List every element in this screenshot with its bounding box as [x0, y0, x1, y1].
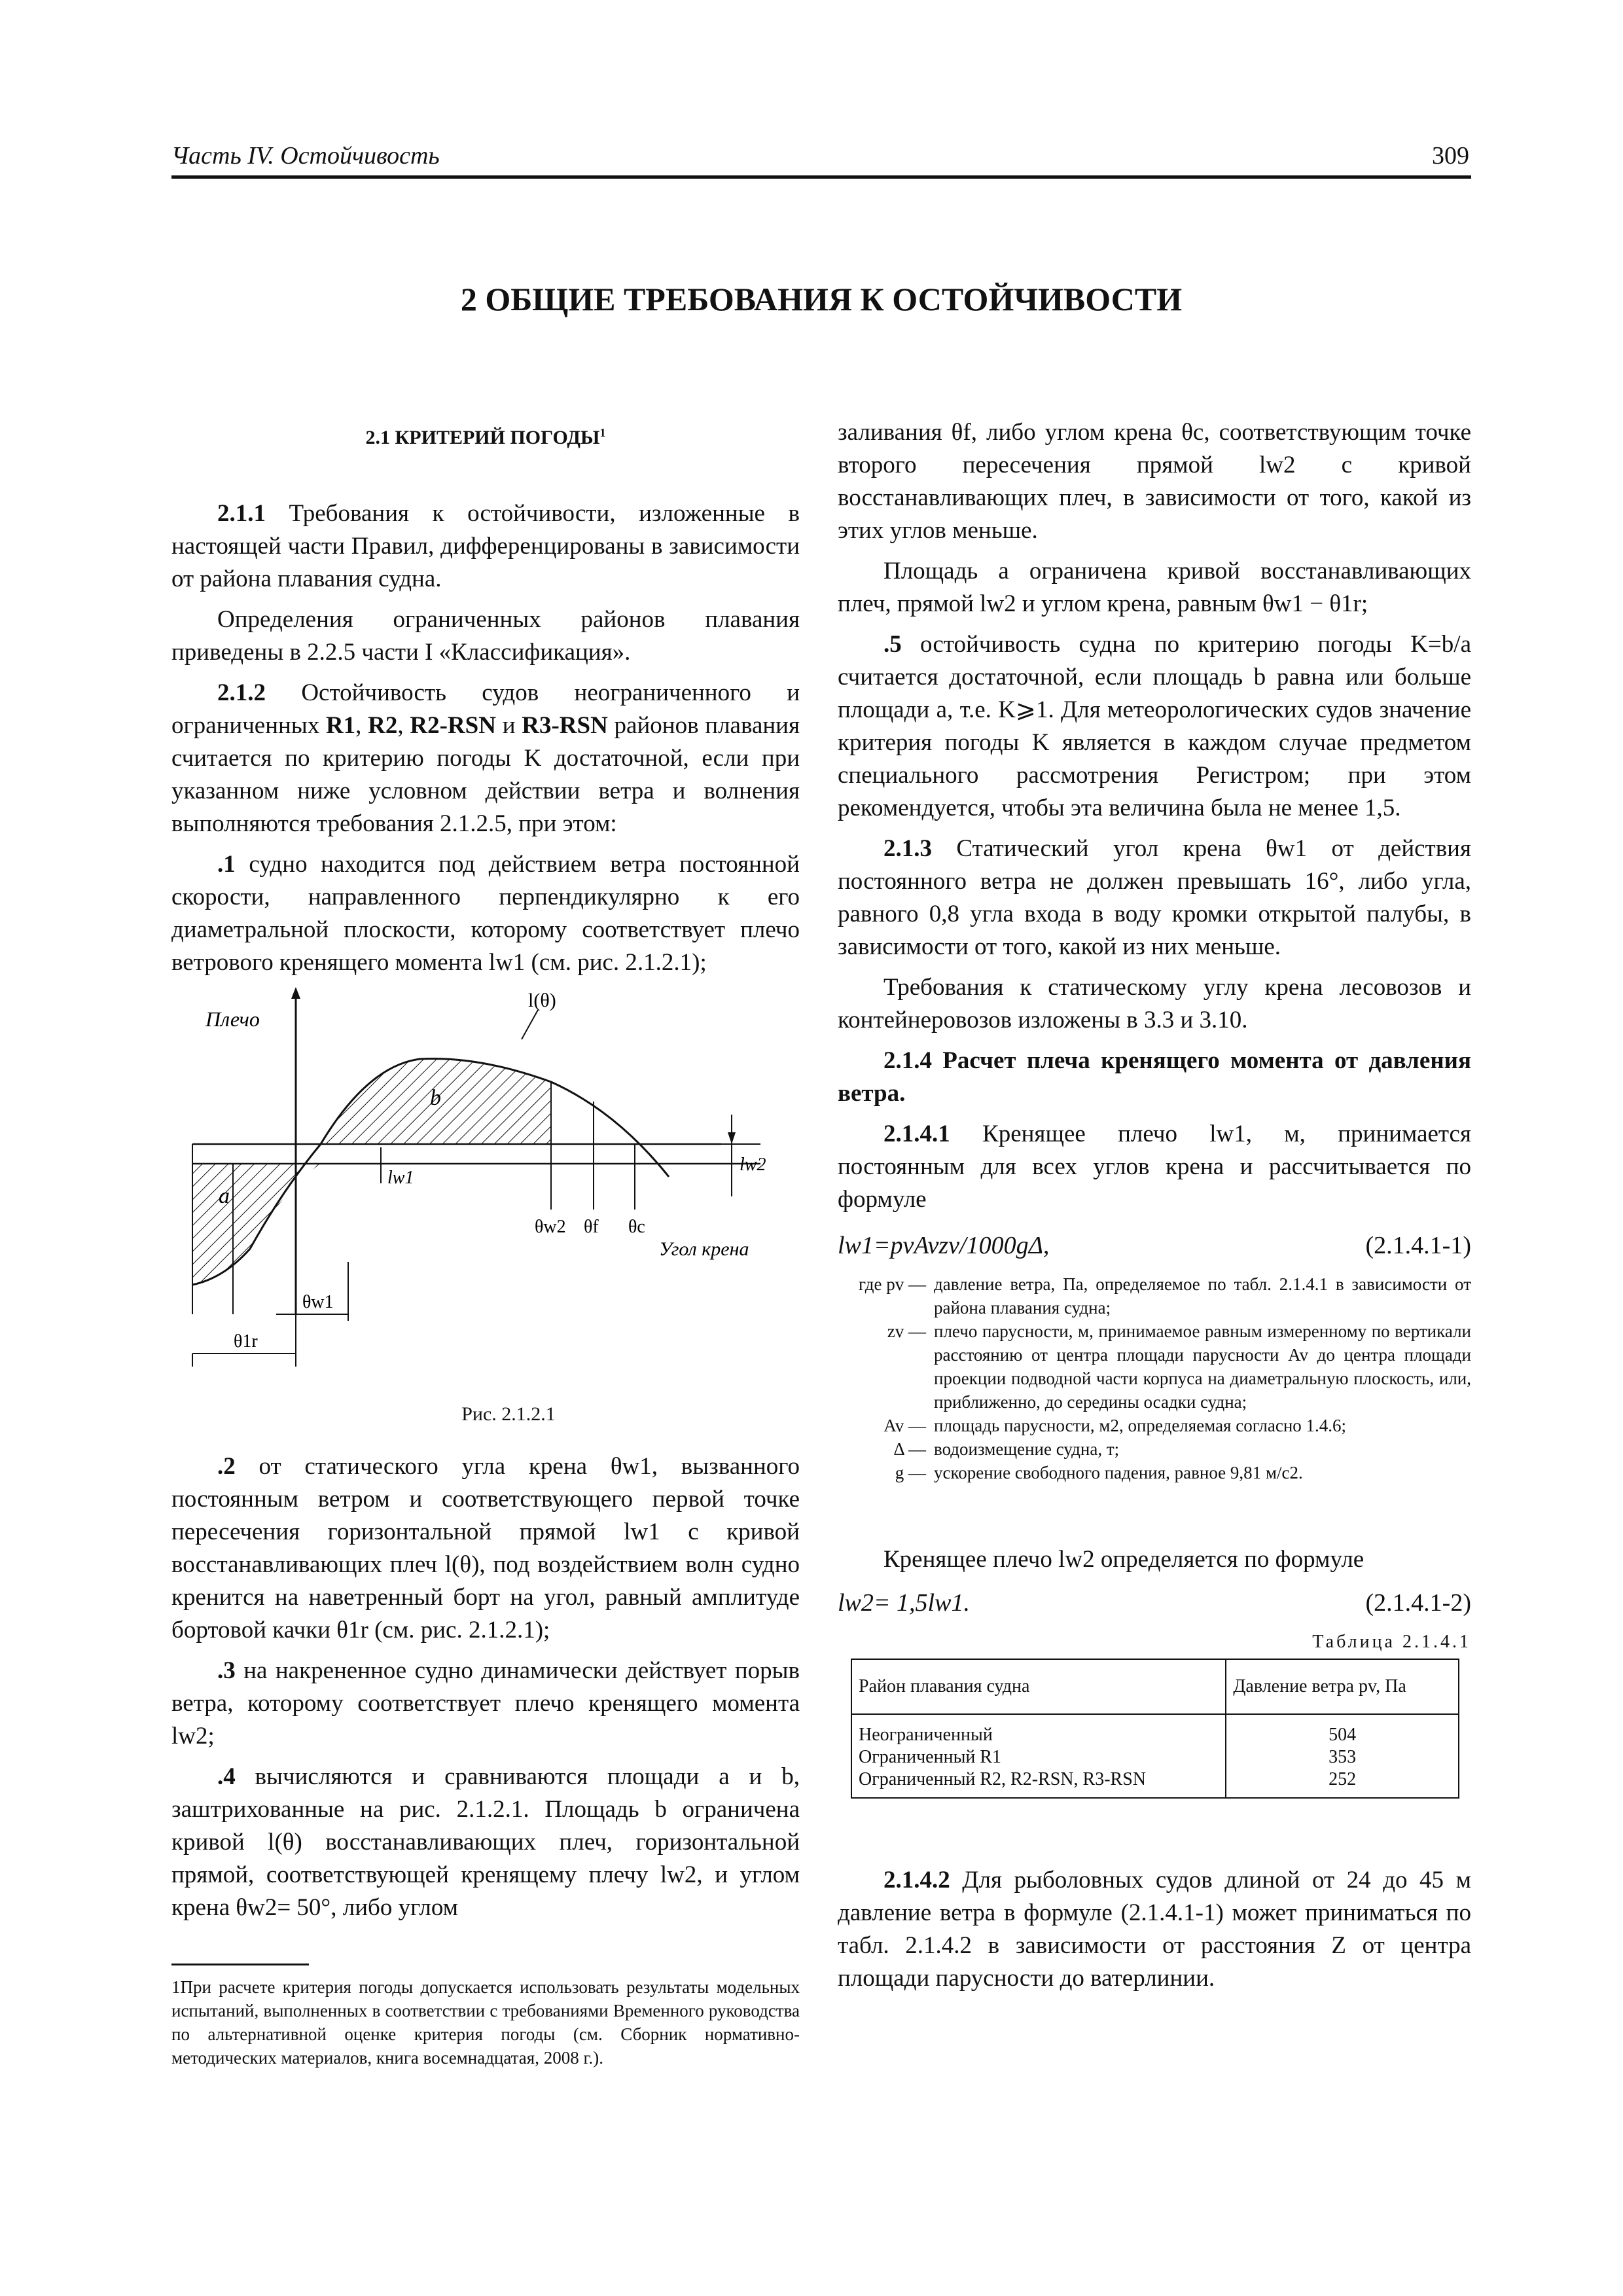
formula-2 — [838, 1587, 1471, 1619]
formula-2-number: (2.1.4.1-2) — [1365, 1589, 1471, 1617]
clause-text: Статический угол крена θw1 от действия постоянного ветра не должен превышать 16°, либо угла, равного 0,8 угла входа в воду кромки открытой палубы, в зависимости от того, какой из них меньше. — [838, 835, 1471, 960]
heading-text: 2.1.4 Расчет плеча кренящего момента от давления ветра. — [838, 1047, 1471, 1107]
page-number: 309 — [1432, 142, 1469, 170]
sep: , — [355, 712, 368, 739]
stability-diagram — [171, 987, 800, 1393]
theta-1r-label: θ1r — [234, 1331, 258, 1352]
item-1 — [171, 848, 800, 979]
definition-row — [838, 1319, 1471, 1414]
region-r2: R2 — [368, 712, 398, 739]
wind-pressure-table — [851, 1659, 1459, 1799]
footnote-mark: 1 — [599, 426, 606, 439]
clause-number: 2.1.3 — [883, 835, 932, 862]
clause-text: Кренящее плечо lw1, м, принимается постоянным для всех углов крена и рассчитывается по формуле — [838, 1121, 1471, 1213]
item-2 — [171, 1450, 800, 1647]
theta-w2-label: θw2 — [535, 1217, 566, 1237]
table-cell-areas — [851, 1714, 1226, 1798]
item-number: .3 — [217, 1657, 236, 1684]
item-number: .5 — [883, 631, 902, 658]
left-column — [171, 416, 800, 1932]
footnote: 1При расчете критерия погоды допускается использовать результаты модельных испытаний, выполненных в соответствии с требованиями Временного руководства по альтернативной оценке критерия погоды (см. Сборник нормативно-методических материалов, книга восемнадцатая, 2008 г.). — [171, 1977, 800, 2068]
sep: , — [397, 712, 410, 739]
lw1-label: lw1 — [387, 1168, 414, 1188]
figure-caption: Рис. 2.1.2.1 — [461, 1403, 556, 1425]
clause-text: Для рыболовных судов длиной от 24 до 45 м давление ветра в формуле (2.1.4.1-1) может приниматься по табл. 2.1.4.2 в зависимости от расстояния Z от центра площади парусности до ватерлинии. — [838, 1867, 1471, 1992]
definition-row — [838, 1437, 1471, 1461]
item-number: .4 — [217, 1763, 236, 1790]
heading-2-1-4 — [838, 1045, 1471, 1110]
paragraph-2-1-3 — [838, 833, 1471, 963]
item-text: от статического угла крена θw1, вызванного постоянным ветром и соответствующего первой точке пересечения горизонтальной прямой lw1 с кривой восстанавливающих плеч l(θ), под воздействием волн судно кренится на наветренный борт на угол, равный амплитуде бортовой качки θ1r (см. рис. 2.1.2.1); — [171, 1453, 800, 1643]
clause-number: 2.1.4.2 — [883, 1867, 950, 1893]
symbol: zv — — [887, 1321, 926, 1341]
formula-1-number: (2.1.4.1-1) — [1365, 1232, 1471, 1259]
running-header: Часть IV. Остойчивость — [171, 142, 440, 170]
pressure-value: 353 — [1329, 1747, 1357, 1767]
theta-w1-label: θw1 — [302, 1292, 334, 1312]
table-header-row — [851, 1659, 1459, 1714]
clause-text: Остойчивость судов неограниченного и ограниченных — [171, 679, 800, 739]
curve-pointer — [522, 1010, 538, 1039]
theta-c-label: θc — [628, 1217, 645, 1237]
description: площадь парусности, м2, определяемая согласно 1.4.6; — [934, 1416, 1347, 1435]
item-text: на накрененное судно динамически действует порыв ветра, которому соответствует плечо кренящего момента lw2; — [171, 1657, 800, 1749]
paragraph-2-1-4-2 — [838, 1864, 1471, 1995]
clause-text: Требования к остойчивости, изложенные в настоящей части Правил, дифференцированы в зависимости от района плавания судна. — [171, 500, 800, 592]
paragraph-definitions: Определения ограниченных районов плавания приведены в 2.2.5 части I «Классификация». — [171, 606, 800, 666]
area-a-hatch — [192, 1164, 321, 1285]
paragraph-lw2: Кренящее плечо lw2 определяется по формуле — [883, 1546, 1364, 1573]
y-axis-label: Плечо — [205, 1007, 260, 1031]
definition-row — [838, 1414, 1471, 1437]
table-header-area: Район плавания судна — [851, 1659, 1226, 1714]
item-5 — [838, 628, 1471, 825]
item-number: .2 — [217, 1453, 236, 1480]
formula-2-expression: lw2= 1,5lw1. — [838, 1589, 970, 1617]
symbol-definitions — [838, 1272, 1471, 1484]
definition-row — [838, 1461, 1471, 1484]
symbol: Δ — — [893, 1439, 926, 1459]
theta-f-label: θf — [584, 1217, 599, 1237]
pressure-value: 504 — [1329, 1725, 1357, 1745]
lw2-arrow — [728, 1132, 736, 1144]
region-r2-rsn: R2-RSN — [410, 712, 496, 739]
paragraph-continuation: заливания θf, либо углом крена θc, соответствующим точке второго пересечения прямой lw2 с кривой восстанавливающих плеч, в зависимости от того, какой из этих углов меньше. — [838, 419, 1471, 544]
section-heading — [171, 416, 800, 454]
paragraph-2-1-2 — [171, 677, 800, 840]
pressure-value: 252 — [1329, 1769, 1357, 1789]
lw2-label: lw2 — [740, 1155, 766, 1175]
item-3 — [171, 1655, 800, 1753]
chapter-title: 2 ОБЩИЕ ТРЕБОВАНИЯ К ОСТОЙЧИВОСТИ — [460, 281, 1183, 317]
section-heading-text: 2.1 КРИТЕРИЙ ПОГОДЫ — [365, 427, 600, 448]
symbol: где pv — — [859, 1274, 926, 1294]
paragraph-2-1-1 — [171, 497, 800, 596]
description: ускорение свободного падения, равное 9,81 м/с2. — [934, 1463, 1303, 1482]
clause-number: 2.1.2 — [217, 679, 266, 706]
item-number: .1 — [217, 851, 236, 878]
table-header-pressure: Давление ветра pv, Па — [1226, 1659, 1459, 1714]
clause-text: районов плавания считается по критерию погоды K достаточной, если при указанном ниже условном действии ветра и волнения выполняются требования 2.1.2.5, при этом: — [171, 712, 800, 837]
curve-label: l(θ) — [528, 990, 556, 1011]
clause-number: 2.1.4.1 — [883, 1121, 950, 1147]
conj: и — [495, 712, 522, 739]
paragraph-2-1-4-1 — [838, 1118, 1471, 1216]
region-r1: R1 — [325, 712, 356, 739]
right-column — [838, 416, 1471, 2003]
description: плечо парусности, м, принимаемое равным измеренному по вертикали расстоянию от центра площади парусности Av до центра площади проекции подводной части корпуса на диаметральную плоскость, или, приближенно, до середины осадки судна; — [934, 1321, 1471, 1412]
description: давление ветра, Па, определяемое по табл. 2.1.4.1 в зависимости от района плавания судна; — [934, 1274, 1471, 1318]
definition-row — [838, 1272, 1471, 1319]
formula-1 — [838, 1229, 1471, 1262]
symbol: Av — — [883, 1416, 926, 1435]
item-text: вычисляются и сравниваются площади a и b, заштрихованные на рис. 2.1.2.1. Площадь b ограничена кривой l(θ) восстанавливающих плеч, горизонтальной прямой, соответствующей кренящему плечу lw2, и углом крена θw2= 50°, либо углом — [171, 1763, 800, 1921]
item-4 — [171, 1761, 800, 1924]
figure-2-1-2-1 — [171, 987, 800, 1393]
area-name: Ограниченный R1 — [859, 1747, 1002, 1767]
table-row — [851, 1714, 1459, 1798]
y-axis-arrow — [291, 987, 300, 999]
symbol: g — — [895, 1463, 926, 1482]
area-name: Ограниченный R2, R2-RSN, R3-RSN — [859, 1769, 1146, 1789]
table-caption: Таблица 2.1.4.1 — [1312, 1632, 1471, 1652]
item-text: остойчивость судна по критерию погоды K=b/a считается достаточной, если площадь b равна или больше площади a, т.е. K⩾1. Для метеорологических судов значение критерия погоды K является в каждом случае предметом специального рассмотрения Регистром; при этом рекомендуется, чтобы эта величина была не менее 1,5. — [838, 631, 1471, 821]
area-name: Неограниченный — [859, 1725, 993, 1745]
paragraph-area-a: Площадь a ограничена кривой восстанавливающих плеч, прямой lw2 и углом крена, равным θw1 − θ1r; — [838, 558, 1471, 617]
formula-1-expression: lw1=pvAvzv/1000gΔ, — [838, 1232, 1050, 1259]
x-axis-label: Угол крена — [659, 1238, 749, 1260]
description: водоизмещение судна, т; — [934, 1439, 1120, 1459]
area-a-label: a — [219, 1184, 230, 1208]
item-text: судно находится под действием ветра постоянной скорости, направленного перпендикулярно к его диаметральной плоскости, которому соответствует плечо ветрового кренящего момента lw1 (см. рис. 2.1.2.1); — [171, 851, 800, 976]
paragraph-requirements: Требования к статическому углу крена лесовозов и контейнеровозов изложены в 3.3 и 3.10. — [838, 974, 1471, 1033]
region-r3-rsn: R3-RSN — [522, 712, 608, 739]
area-b-label: b — [430, 1086, 441, 1110]
header-rule — [171, 175, 1471, 179]
clause-number: 2.1.1 — [217, 500, 266, 527]
table-cell-values — [1226, 1714, 1459, 1798]
footnote-rule — [171, 1964, 309, 1965]
